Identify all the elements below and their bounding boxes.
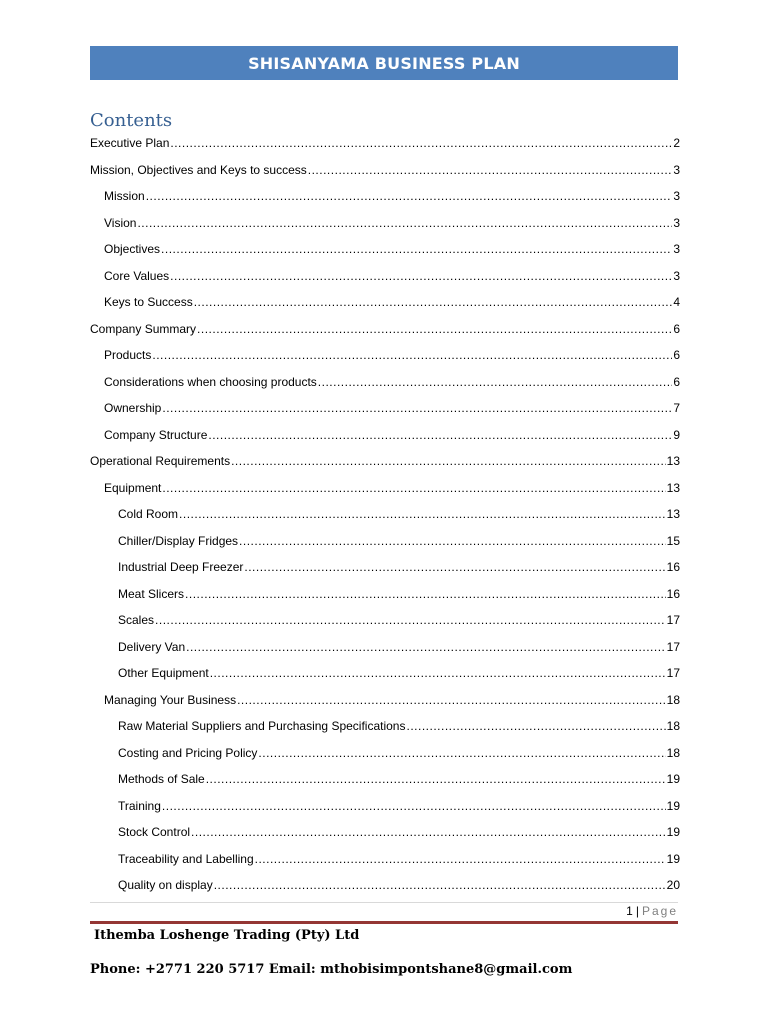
toc-entry[interactable]: [90, 320, 680, 338]
toc-entry-label: Training: [118, 798, 161, 813]
toc-entry-page: 18: [666, 745, 680, 760]
toc-entry[interactable]: [104, 346, 680, 364]
page-number-separator: |: [635, 904, 639, 918]
toc-dot-leader: [170, 267, 672, 285]
toc-dot-leader: [137, 214, 672, 232]
toc-entry[interactable]: [118, 876, 680, 894]
toc-dot-leader: [162, 797, 666, 815]
toc-entry-label: Costing and Pricing Policy: [118, 745, 258, 760]
toc-entry-page: 19: [666, 798, 680, 813]
toc-entry-label: Company Structure: [104, 427, 208, 442]
toc-entry[interactable]: [104, 426, 680, 444]
contact-info: Phone: +2771 220 5717 Email: mthobisimpontshane8@gmail.com: [90, 962, 573, 977]
toc-entry-page: 13: [666, 480, 680, 495]
toc-entry-page: 17: [666, 666, 680, 680]
page-number: [626, 904, 678, 918]
toc-entry-label: Traceability and Labelling: [118, 851, 254, 866]
footer-double-rule: [90, 921, 678, 924]
toc-dot-leader: [194, 293, 673, 311]
toc-entry-page: 13: [666, 454, 680, 468]
toc-entry-page: 7: [673, 401, 680, 415]
toc-entry-page: 18: [666, 692, 680, 707]
toc-entry-label: Other Equipment: [118, 666, 209, 680]
toc-dot-leader: [258, 744, 665, 762]
toc-entry-label: Mission: [104, 189, 145, 203]
toc-entry-page: 18: [666, 719, 680, 733]
toc-entry-label: Equipment: [104, 480, 162, 495]
toc-entry[interactable]: [90, 134, 680, 152]
toc-entry[interactable]: [118, 823, 680, 841]
toc-entry-page: 19: [666, 825, 680, 839]
toc-dot-leader: [406, 717, 665, 735]
toc-entry-label: Scales: [118, 613, 155, 627]
company-name: Ithemba Loshenge Trading (Pty) Ltd: [94, 928, 360, 943]
toc-entry-page: 19: [666, 851, 680, 866]
toc-entry-page: 19: [666, 772, 680, 786]
toc-entry-page: 17: [666, 639, 680, 654]
toc-entry-label: Ownership: [104, 401, 162, 415]
toc-dot-leader: [239, 532, 666, 550]
toc-entry[interactable]: [104, 267, 680, 285]
toc-dot-leader: [210, 664, 666, 682]
toc-entry-page: 16: [666, 586, 680, 601]
toc-dot-leader: [237, 691, 666, 709]
toc-entry-page: 3: [673, 215, 680, 230]
toc-entry[interactable]: [104, 240, 680, 258]
toc-entry-label: Objectives: [104, 242, 161, 256]
toc-entry[interactable]: [104, 479, 680, 497]
toc-entry-page: 6: [673, 348, 680, 362]
toc-entry[interactable]: [90, 452, 680, 470]
toc-entry[interactable]: [104, 214, 680, 232]
toc-entry-label: Cold Room: [118, 507, 179, 521]
page-word: Page: [641, 904, 678, 918]
toc-entry[interactable]: [104, 373, 680, 391]
toc-entry-label: Delivery Van: [118, 639, 186, 654]
toc-entry[interactable]: [118, 717, 680, 735]
toc-entry-label: Considerations when choosing products: [104, 374, 317, 389]
page-number-value: 1: [626, 904, 633, 918]
toc-entry-page: 13: [666, 507, 680, 521]
toc-dot-leader: [161, 240, 672, 258]
toc-entry[interactable]: [118, 744, 680, 762]
toc-entry-page: 4: [673, 295, 680, 309]
toc-entry-page: 15: [666, 533, 680, 548]
toc-entry-page: 3: [673, 162, 680, 177]
toc-entry[interactable]: [90, 161, 680, 179]
toc-dot-leader: [214, 876, 666, 894]
toc-entry-page: 3: [673, 268, 680, 283]
toc-entry-page: 9: [673, 427, 680, 442]
toc-entry-page: 17: [666, 613, 680, 627]
contents-heading: Contents: [90, 110, 173, 131]
toc-entry[interactable]: [118, 558, 680, 576]
toc-entry[interactable]: [104, 187, 680, 205]
toc-entry-label: Meat Slicers: [118, 586, 185, 601]
toc-entry[interactable]: [118, 532, 680, 550]
toc-entry[interactable]: [118, 638, 680, 656]
toc-entry[interactable]: [104, 399, 680, 417]
toc-dot-leader: [197, 320, 672, 338]
toc-entry-label: Operational Requirements: [90, 454, 231, 468]
toc-entry[interactable]: [118, 850, 680, 868]
toc-entry-label: Keys to Success: [104, 295, 193, 309]
toc-entry-page: 3: [673, 242, 680, 256]
toc-dot-leader: [208, 426, 672, 444]
toc-entry[interactable]: [118, 770, 680, 788]
toc-entry[interactable]: [118, 505, 680, 523]
toc-entry-page: 2: [673, 136, 680, 150]
toc-entry-label: Core Values: [104, 268, 170, 283]
toc-entry[interactable]: [118, 664, 680, 682]
toc-dot-leader: [231, 452, 666, 470]
toc-dot-leader: [185, 585, 666, 603]
document-title: SHISANYAMA BUSINESS PLAN: [248, 53, 520, 73]
toc-entry-page: 6: [673, 321, 680, 336]
toc-dot-leader: [155, 611, 666, 629]
toc-entry-label: Executive Plan: [90, 136, 170, 150]
toc-entry-label: Vision: [104, 215, 137, 230]
toc-entry[interactable]: [118, 611, 680, 629]
toc-dot-leader: [162, 399, 672, 417]
toc-dot-leader: [191, 823, 666, 841]
toc-dot-leader: [152, 346, 672, 364]
toc-dot-leader: [179, 505, 666, 523]
toc-entry-label: Raw Material Suppliers and Purchasing Specifications: [118, 719, 406, 733]
toc-dot-leader: [162, 479, 665, 497]
toc-dot-leader: [206, 770, 666, 788]
toc-entry-page: 6: [673, 374, 680, 389]
toc-entry-label: Managing Your Business: [104, 692, 237, 707]
toc-dot-leader: [255, 850, 666, 868]
toc-entry-label: Methods of Sale: [118, 772, 205, 786]
toc-entry-label: Industrial Deep Freezer: [118, 560, 244, 574]
toc-entry-label: Stock Control: [118, 825, 191, 839]
footer-divider: [90, 902, 678, 903]
toc-dot-leader: [146, 187, 673, 205]
toc-entry-page: 16: [666, 560, 680, 574]
toc-entry-page: 20: [666, 878, 680, 892]
toc-entry[interactable]: [118, 797, 680, 815]
toc-entry-label: Company Summary: [90, 321, 197, 336]
toc-dot-leader: [308, 161, 673, 179]
toc-entry-label: Quality on display: [118, 878, 213, 892]
toc-dot-leader: [170, 134, 672, 152]
toc-entry[interactable]: [104, 691, 680, 709]
toc-dot-leader: [318, 373, 673, 391]
toc-entry-label: Products: [104, 348, 152, 362]
document-title-banner: [90, 46, 678, 80]
toc-entry[interactable]: [104, 293, 680, 311]
toc-entry[interactable]: [118, 585, 680, 603]
toc-entry-page: 3: [673, 189, 680, 203]
toc-entry-label: Chiller/Display Fridges: [118, 533, 239, 548]
toc-entry-label: Mission, Objectives and Keys to success: [90, 162, 307, 177]
toc-dot-leader: [244, 558, 665, 576]
toc-dot-leader: [186, 638, 666, 656]
